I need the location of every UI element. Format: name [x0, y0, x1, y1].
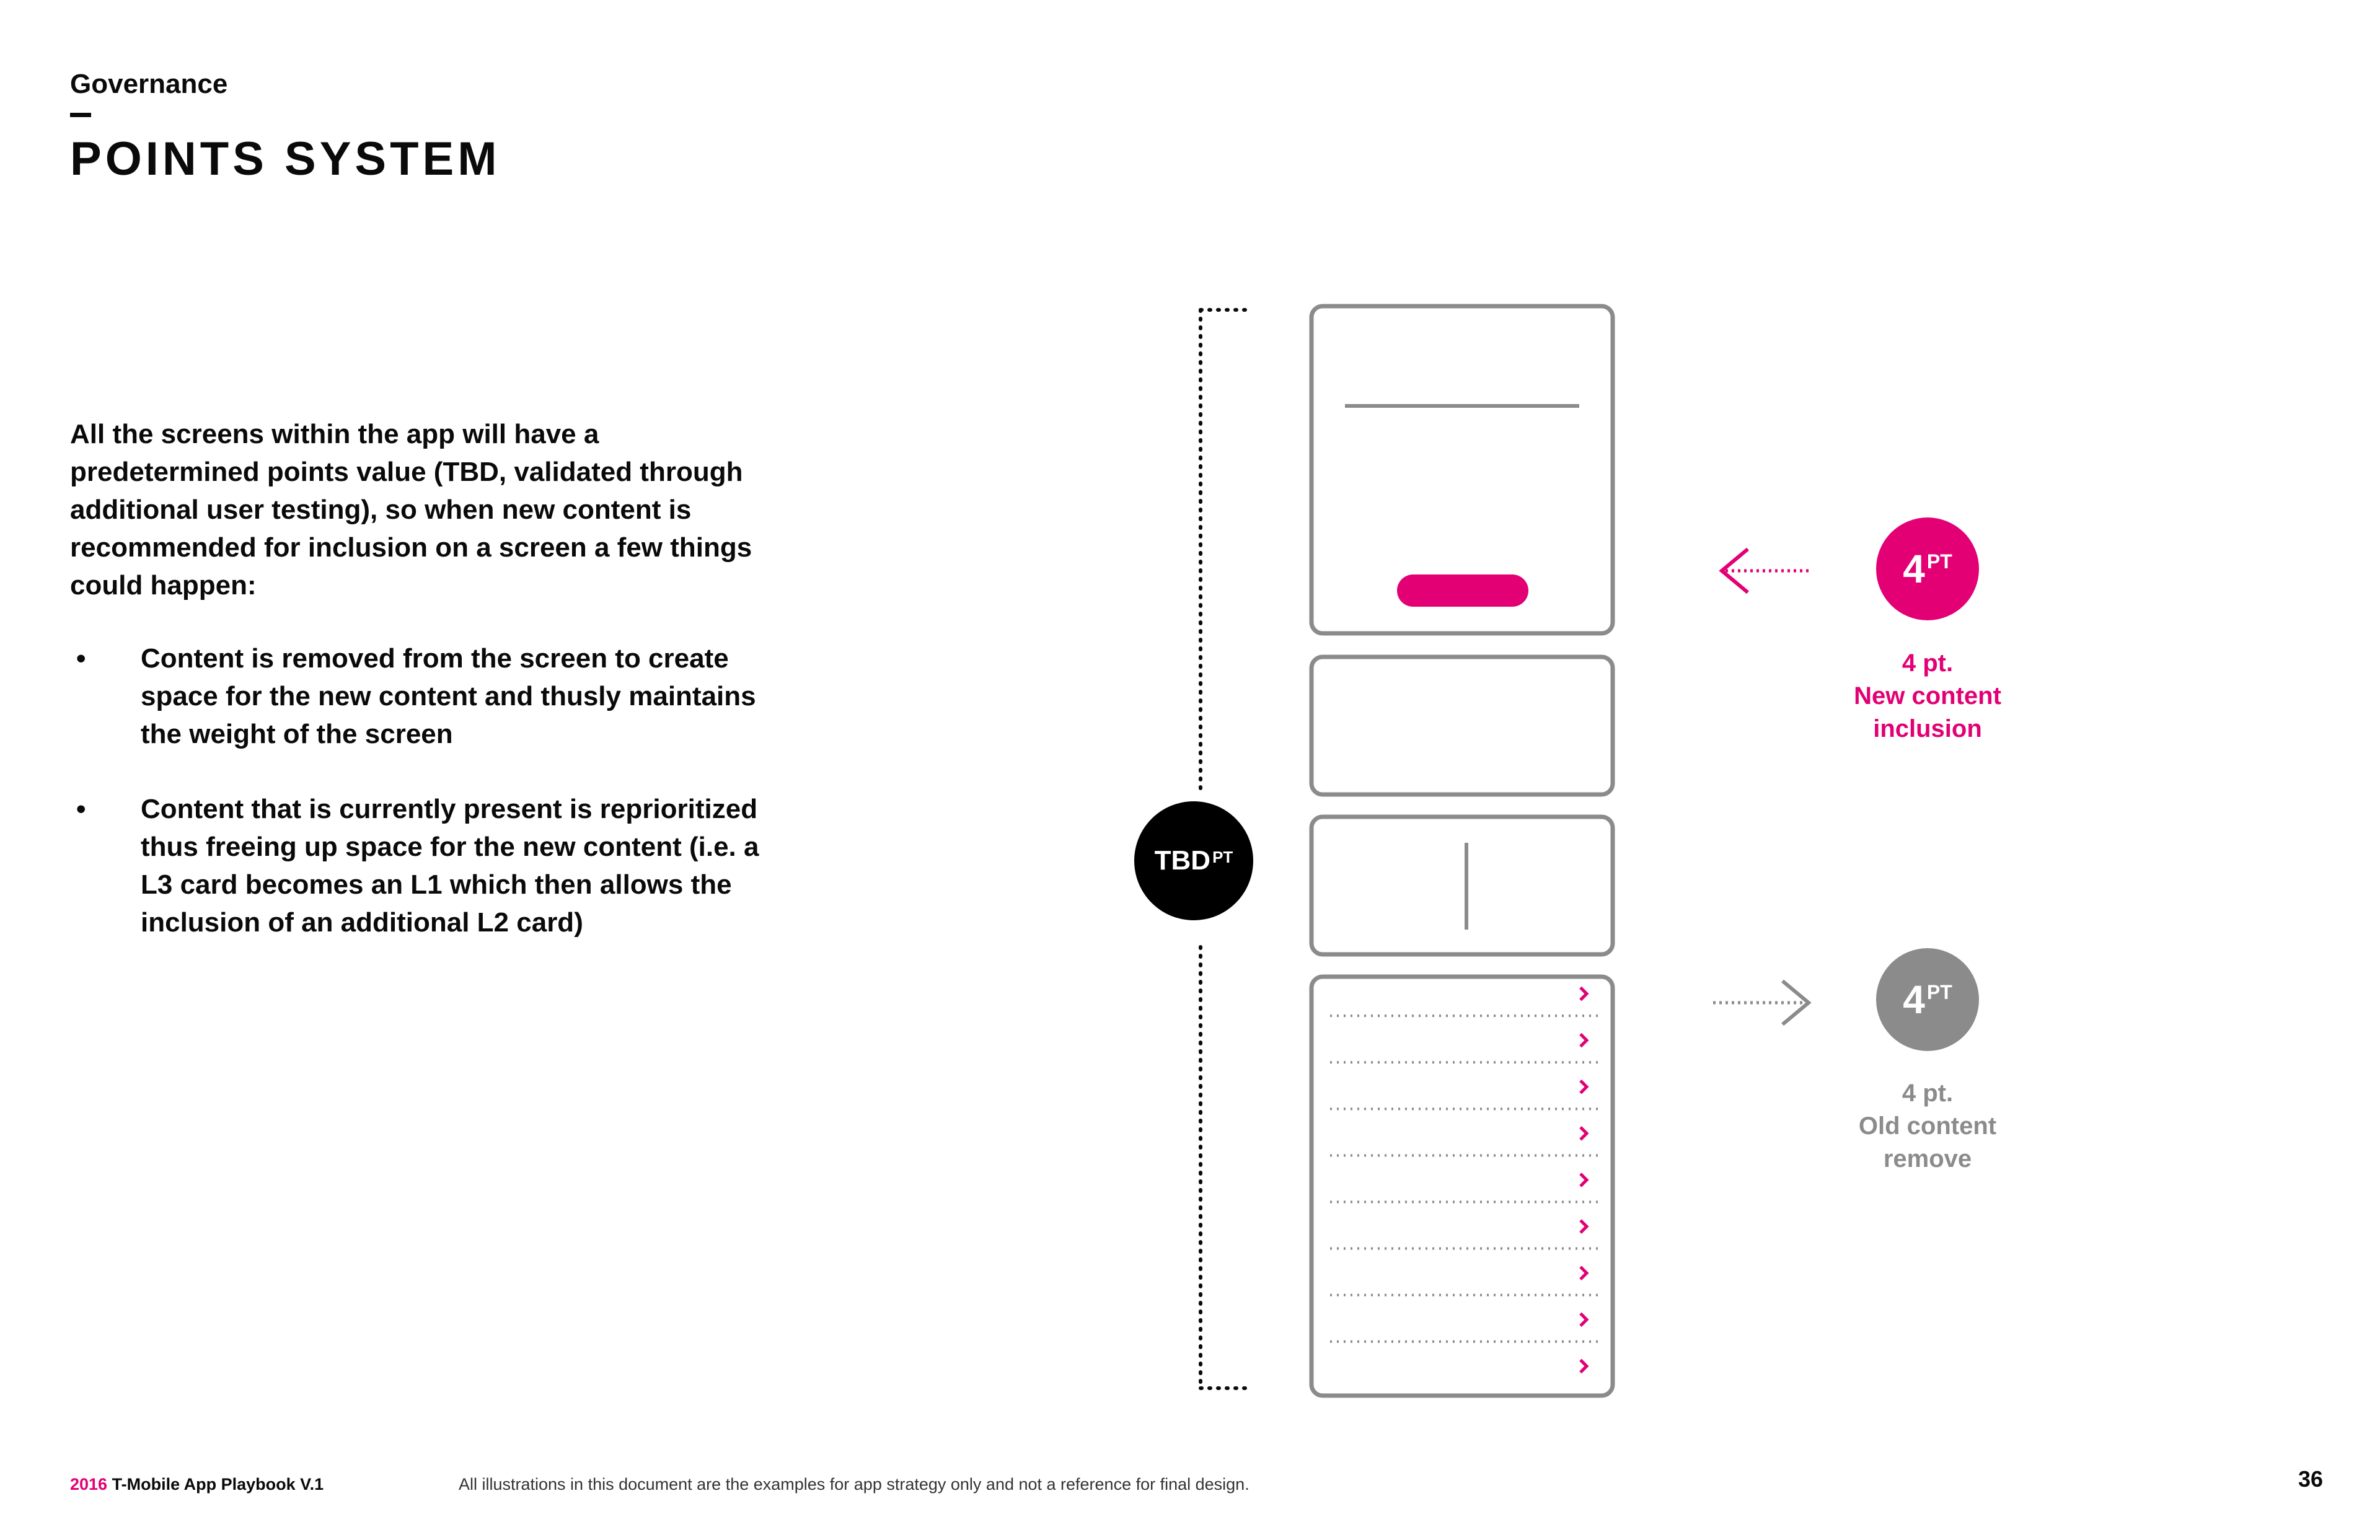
- chevron-right-icon: [1580, 1220, 1587, 1233]
- new-content-block: [1397, 574, 1528, 607]
- badge-value: 4: [1903, 977, 1925, 1022]
- old-content-points-badge: [1876, 948, 1979, 1051]
- badge-unit: PT: [1212, 847, 1233, 866]
- chevron-right-icon: [1580, 1313, 1587, 1326]
- caption-line: 4 pt.: [1902, 649, 1954, 677]
- chevron-right-icon: [1580, 1127, 1587, 1140]
- badge-value: 4: [1903, 547, 1925, 591]
- page-title: POINTS SYSTEM: [70, 133, 501, 185]
- caption-line: 4 pt.: [1902, 1080, 1954, 1107]
- caption-line: Old content: [1858, 1112, 1997, 1140]
- bullet-marker: •: [76, 794, 86, 824]
- bullet-text: Content is removed from the screen to create space for the new content and thusly maintains the weight of the screen: [141, 643, 756, 749]
- new-content-caption: [1816, 647, 2039, 746]
- page-number: 36: [2298, 1466, 2323, 1492]
- caption-line: New content: [1854, 682, 2001, 710]
- badge-unit: PT: [1926, 980, 1952, 1003]
- screen-points-badge: [1134, 801, 1253, 920]
- chevron-right-icon: [1580, 1267, 1587, 1279]
- bullet-text: Content that is currently present is reprioritized thus freeing up space for the new content (i.e. a L3 card becomes an L1 which then allows the inclusion of an additional L2 card): [141, 794, 759, 938]
- footer-year: 2016: [70, 1475, 108, 1494]
- card-hero: [1311, 306, 1613, 633]
- bullet-marker: •: [76, 643, 86, 674]
- new-content-points-badge: [1876, 517, 1979, 620]
- chevron-right-icon: [1580, 1081, 1587, 1093]
- chevron-right-icon: [1580, 1034, 1587, 1047]
- arrow-right-icon: [1713, 981, 1809, 1024]
- badge-value: TBD: [1154, 845, 1211, 876]
- card-split: [1311, 817, 1613, 954]
- intro-paragraph: All the screens within the app will have a predetermined points value (TBD, validated through additional user testing), so when new content is recommended for inclusion on a screen a few things could happen:: [70, 419, 752, 601]
- arrow-left-icon: [1722, 549, 1811, 592]
- chevron-right-icon: [1580, 1360, 1587, 1372]
- footer-title: T-Mobile App Playbook V.1: [112, 1475, 324, 1494]
- section-label: Governance: [70, 69, 228, 99]
- chevron-right-icon: [1580, 1174, 1587, 1186]
- badge-unit: PT: [1926, 550, 1952, 573]
- card-list: [1311, 977, 1613, 1396]
- footer-disclaimer: All illustrations in this document are the examples for app strategy only and not a reference for final design.: [459, 1475, 1250, 1494]
- card-empty: [1311, 657, 1613, 794]
- caption-line: inclusion: [1873, 715, 1982, 742]
- chevron-right-icon: [1580, 988, 1587, 1000]
- footer-doc-title: [70, 1474, 324, 1495]
- caption-line: remove: [1883, 1145, 1972, 1173]
- old-content-caption: [1816, 1077, 2039, 1176]
